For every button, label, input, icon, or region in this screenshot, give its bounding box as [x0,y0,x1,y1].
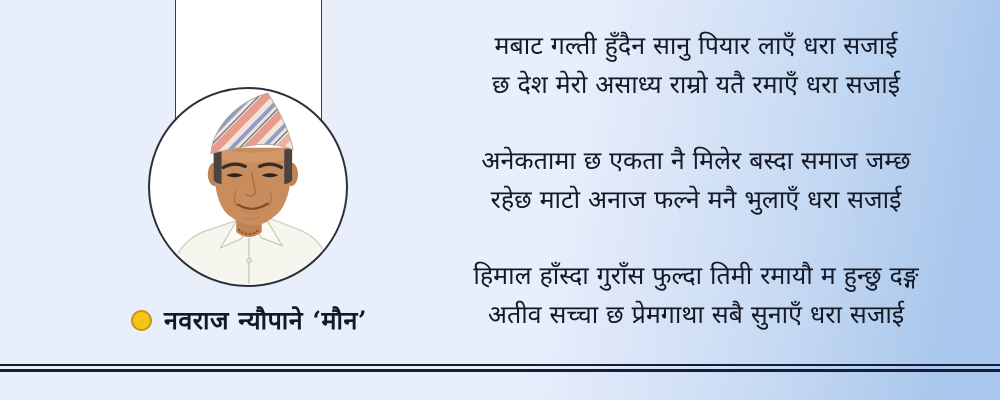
poem-line: हिमाल हाँस्दा गुराँस फुल्दा तिमी रमायौ म हुन्छु दङ्ग [473,261,919,290]
poem-stanza [390,256,1000,334]
footer-rule-top [0,364,1000,366]
poem-line: अतीव सच्चा छ प्रेमगाथा सबै सुनाएँ धरा सजाई [487,300,905,329]
author-row [131,306,367,334]
poem-line: रहेछ माटो अनाज फल्ने मनै भुलाएँ धरा सजाई [490,185,902,214]
author-bullet-icon [131,310,152,331]
poem-stanza [390,26,1000,104]
author-photo [148,87,348,287]
poem-text [390,26,1000,334]
poem-stanza [390,141,1000,219]
author-portrait-illustration [150,89,346,285]
poem-line: अनेकतामा छ एकता नै मिलेर बस्दा समाज जम्छ [481,146,911,175]
footer-rule-bottom [0,369,1000,372]
poem-line: छ देश मेरो असाध्य राम्रो यतै रमाएँ धरा सजाई [491,70,901,99]
poem-line: मबाट गल्ती हुँदैन सानु पियार लाएँ धरा सजाई [494,31,898,60]
author-name: नवराज न्यौपाने ‘मौन’ [164,306,368,335]
